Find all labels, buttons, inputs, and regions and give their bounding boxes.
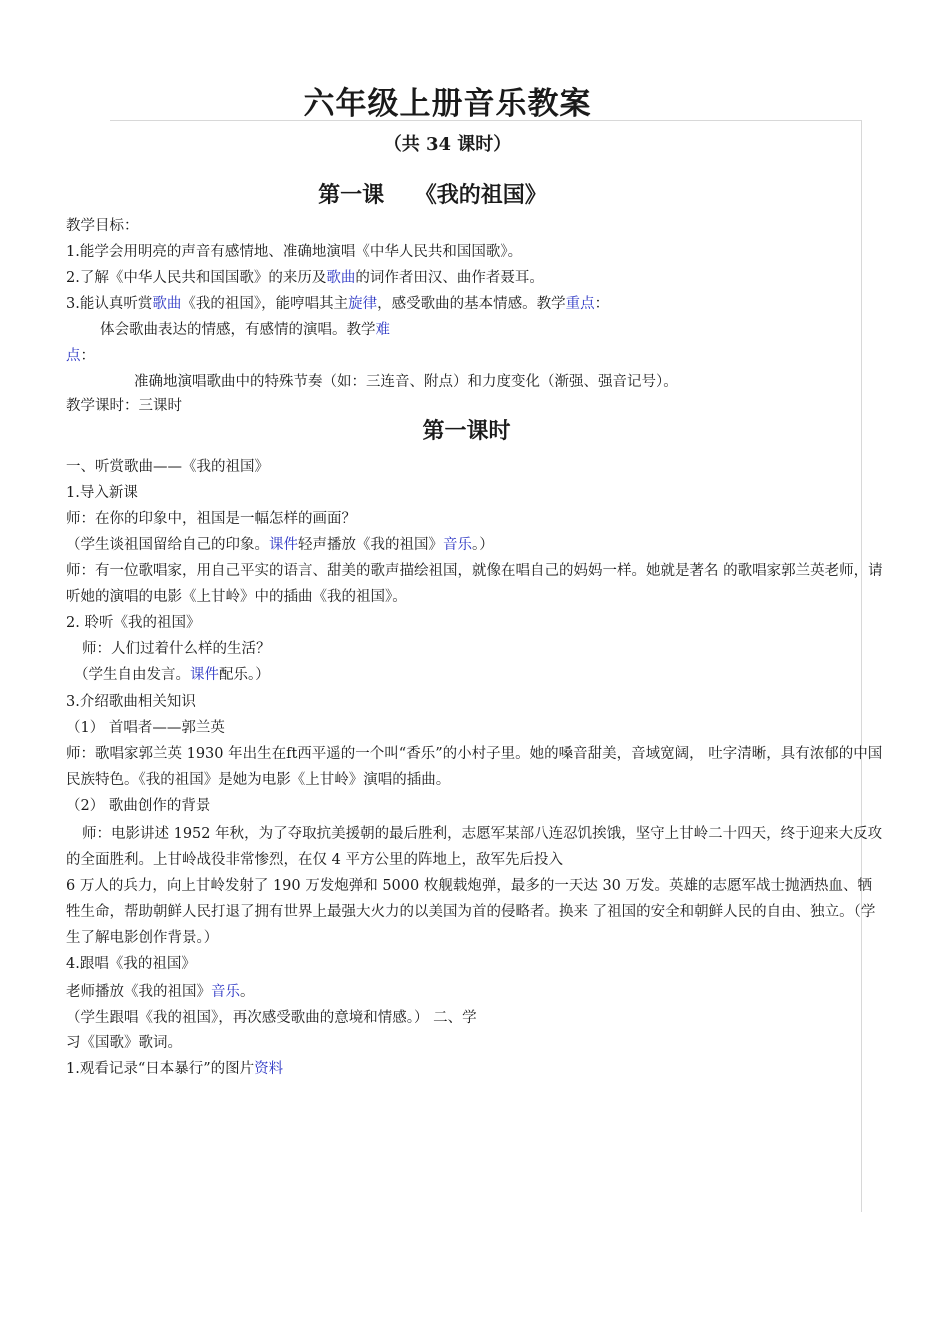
student-line-2 <box>74 665 270 685</box>
music-link-2[interactable]: 音乐 <box>211 984 240 1000</box>
teacher-line-7-text-2: 。 <box>240 984 255 1000</box>
courseware-link-1[interactable]: 课件 <box>269 537 298 553</box>
lesson-title: 第一课 《我的祖国》 <box>318 182 547 208</box>
courseware-link-2[interactable]: 课件 <box>190 667 219 683</box>
section-2-step-1-text: 1.观看记录“日本暴行”的图片 <box>66 1061 255 1077</box>
key-points <box>100 320 390 340</box>
subsection-2-heading: （2） 歌曲创作的背景 <box>66 798 211 814</box>
materials-link[interactable]: 资料 <box>254 1061 284 1077</box>
objective-3-text-3: ，感受歌曲的基本情感。教学 <box>377 296 566 312</box>
objective-1: 1.能学会用明亮的声音有感情地、准确地演唱《中华人民共和国国歌》。 <box>66 244 523 260</box>
objective-3-text-2: 《我的祖国》，能哼唱其主 <box>181 296 349 312</box>
objective-3-link-song[interactable]: 歌曲 <box>152 296 182 312</box>
page-frame-right <box>861 120 862 1212</box>
difficulty-text: 准确地演唱歌曲中的特殊节奏（如：三连音、附点）和力度变化（渐强、强音记号）。 <box>134 374 678 390</box>
music-link-1[interactable]: 音乐 <box>443 537 472 553</box>
section-2-cont: 习《国歌》歌词。 <box>66 1035 182 1051</box>
document-subtitle: （共 34 课时） <box>383 134 512 155</box>
step-2-heading: 2. 聆听《我的祖国》 <box>66 615 201 631</box>
student-line-1 <box>66 535 494 555</box>
key-points-colon: ： <box>80 348 95 364</box>
objective-3-text: 3.能认真听赏 <box>66 296 153 312</box>
teaching-hours: 教学课时：三课时 <box>66 398 182 414</box>
objective-3 <box>66 294 609 314</box>
objective-3-text-4: ： <box>594 296 610 312</box>
student-line-1-text: （学生谈祖国留给自己的印象。 <box>66 537 269 553</box>
objectives-label: 教学目标： <box>66 218 139 234</box>
student-line-2-text-2: 配乐。） <box>219 667 270 683</box>
teacher-line-7 <box>66 982 255 1002</box>
student-line-1-text-2: 轻声播放《我的祖国》 <box>298 537 443 553</box>
teacher-line-5: 师：电影讲述 1952 年秋，为了夺取抗美援朝的最后胜利，志愿军某部八连忍饥挨饿，坚守上甘岭二十四天，终于迎来大反攻的全面胜利。上甘岭战役非常惨烈，在仅 4 平方公里的阵地上，敌军先后投入 <box>66 826 883 868</box>
objective-2 <box>66 268 544 288</box>
objective-2-link[interactable]: 歌曲 <box>326 270 356 286</box>
teacher-line-2: 师：有一位歌唱家，用自己平实的语言、甜美的歌声描绘祖国，就像在唱自己的妈妈一样。她就是著名 的歌唱家郭兰英老师，请听她的演唱的电影《上甘岭》中的插曲《我的祖国》。 <box>66 563 883 605</box>
section-1-heading: 一、听赏歌曲——《我的祖国》 <box>66 459 269 475</box>
teacher-line-1: 师：在你的印象中，祖国是一幅怎样的画面？ <box>66 511 356 527</box>
teacher-line-3: 师：人们过着什么样的生活？ <box>82 641 271 657</box>
student-line-3: （学生跟唱《我的祖国》，再次感受歌曲的意境和情感。） 二、学 <box>66 1010 477 1026</box>
objective-3-link-key[interactable]: 重点 <box>565 296 595 312</box>
objective-3-link-melody[interactable]: 旋律 <box>348 296 378 312</box>
key-points-text: 体会歌曲表达的情感，有感情的演唱。教学 <box>100 322 376 338</box>
section-2-step-1 <box>66 1059 283 1079</box>
student-line-1-text-3: 。） <box>472 537 494 553</box>
key-points-cont <box>66 346 95 366</box>
objective-2-text-end: 的词作者田汉、曲作者聂耳。 <box>355 270 544 286</box>
teacher-line-4: 师：歌唱家郭兰英 1930 年出生在ft西平遥的一个叫“香乐”的小村子里。她的嗓音甜美，音域宽阔， 吐字清晰，具有浓郁的中国民族特色。《我的祖国》是她为电影《上甘岭》演唱的插曲。 <box>66 746 883 788</box>
subsection-1-heading: （1） 首唱者——郭兰英 <box>66 720 225 736</box>
key-points-link-1[interactable]: 难 <box>375 322 390 338</box>
step-1-heading: 1.导入新课 <box>66 485 138 501</box>
period-title: 第一课时 <box>422 418 511 444</box>
step-3-heading: 3.介绍歌曲相关知识 <box>66 694 196 710</box>
teacher-line-6: 6 万人的兵力，向上甘岭发射了 190 万发炮弹和 5000 枚舰载炮弹，最多的一天达 30 万发。英雄的志愿军战士抛洒热血、牺牲生命，帮助朝鲜人民打退了拥有世界上最强大火力的以美国为首的侵略者。换来 了祖国的安全和朝鲜人民的自由、独立。（学生了解电影创作背景。） <box>66 878 876 946</box>
key-points-link-2[interactable]: 点 <box>66 348 81 364</box>
teacher-line-7-text: 老师播放《我的祖国》 <box>66 984 211 1000</box>
student-line-2-text: （学生自由发言。 <box>74 667 190 683</box>
objective-2-text: 2.了解《中华人民共和国国歌》的来历及 <box>66 270 327 286</box>
step-4-heading: 4.跟唱《我的祖国》 <box>66 956 196 972</box>
document-title: 六年级上册音乐教案 <box>303 86 592 122</box>
